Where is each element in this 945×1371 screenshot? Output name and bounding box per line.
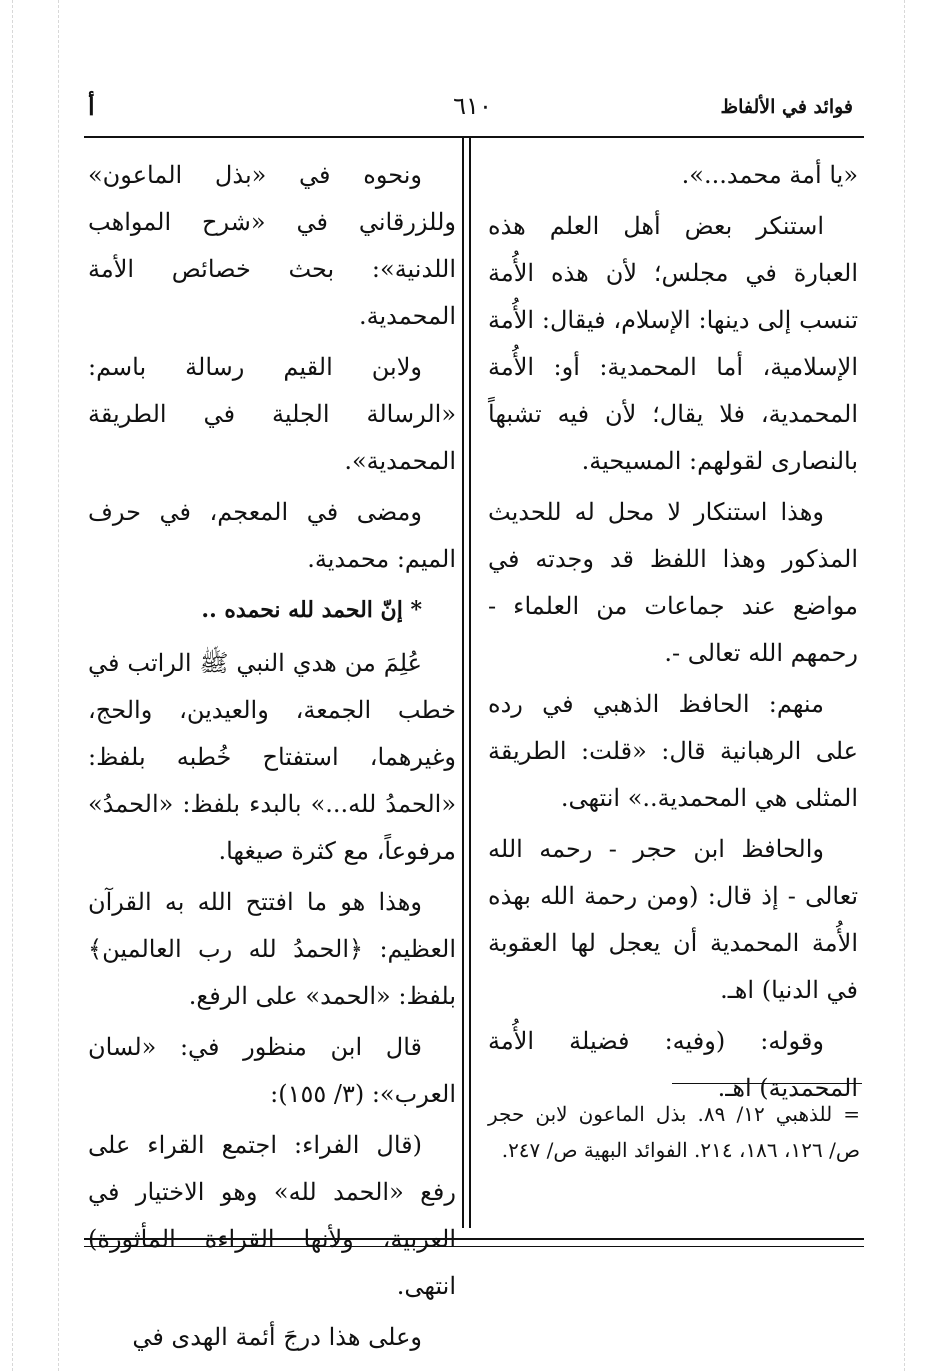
scan-guide-line <box>904 0 905 1371</box>
column-divider <box>462 138 464 1228</box>
paragraph: «يا أمة محمد...». <box>681 161 858 189</box>
paragraph: منهم: الحافظ الذهبي في رده على الرهبانية قال: «قلت: الطريقة المثلى هي المحمدية..» انتهى. <box>488 690 858 812</box>
section-heading: * إنّ الحمد لله نحمده .. <box>201 597 422 623</box>
paragraph: ولابن القيم رسالة باسم: «الرسالة الجلية في الطريقة المحمدية». <box>88 353 456 475</box>
scan-guide-line <box>58 0 59 1371</box>
left-column <box>88 152 456 1365</box>
footer-rule-thin <box>84 1246 864 1247</box>
page-number: ٦١٠ <box>453 92 492 120</box>
volume-mark: أ <box>88 92 95 121</box>
paragraph: وقوله: (وفيه: فضيلة الأُمة المحمدية) اهـ. <box>488 1027 858 1102</box>
paragraph: والحافظ ابن حجر - رحمه الله تعالى - إذ قال: (ومن رحمة الله بهذه الأُمة المحمدية أن يعجل لها العقوبة في الدنيا) اهـ. <box>488 835 858 1004</box>
paragraph: عُلِمَ من هدي النبي ﷺ الراتب في خطب الجمعة، والعيدين، والحج، وغيرهما، استفتاح خُطبه بلفظ: «الحمدُ لله...» بالبدء بلفظ: «الحمدُ» مرفوعاً، مع كثرة صيغها. <box>88 649 456 865</box>
paragraph: ونحوه في «بذل الماعون» وللزرقاني في «شرح المواهب اللدنية»: بحث خصائص الأمة المحمدية. <box>88 161 456 330</box>
paragraph: ومضى في المعجم، في حرف الميم: محمدية. <box>88 498 456 573</box>
footer-rule <box>84 1238 864 1240</box>
header-rule <box>84 136 864 138</box>
column-divider <box>469 138 471 1228</box>
footnote-rule <box>672 1083 862 1084</box>
paragraph: قال ابن منظور في: «لسان العرب»: (٣/ ١٥٥): <box>88 1033 456 1108</box>
paragraph: (قال الفراء: اجتمع القراء على رفع «الحمد لله» وهو الاختيار في العربية، ولأنها القراءة المأثورة) انتهى. <box>88 1131 456 1300</box>
scan-guide-line <box>12 0 13 1371</box>
paragraph: وهذا هو ما افتتح الله به القرآن العظيم: ﴿الحمدُ لله رب العالمين﴾ بلفظ: «الحمد» على الرفع. <box>88 888 456 1010</box>
paragraph: وهذا استنكار لا محل له للحديث المذكور وهذا اللفظ قد وجدته في مواضع عند جماعات من العلماء - رحمهم الله تعالى -. <box>488 498 858 667</box>
running-title: فوائد في الألفاظ <box>720 96 853 118</box>
right-column <box>488 152 858 1116</box>
paragraph: وعلى هذا درجَ أئمة الهدى في <box>132 1323 422 1351</box>
paragraph: استنكر بعض أهل العلم هذه العبارة في مجلس؛ لأن هذه الأُمة تنسب إلى دينها: الإسلام، فيقال: الأُمة الإسلامية، أما المحمدية: أو: الأُمة المحمدية، فلا يقال؛ لأن فيه تشبهاً بالنصارى لقولهم: المسيحية. <box>488 212 858 475</box>
footnote: = للذهبي ١٢/ ٨٩. بذل الماعون لابن حجر ص/ ١٢٦، ١٨٦، ٢١٤. الفوائد البهية ص/ ٢٤٧. <box>488 1102 861 1162</box>
